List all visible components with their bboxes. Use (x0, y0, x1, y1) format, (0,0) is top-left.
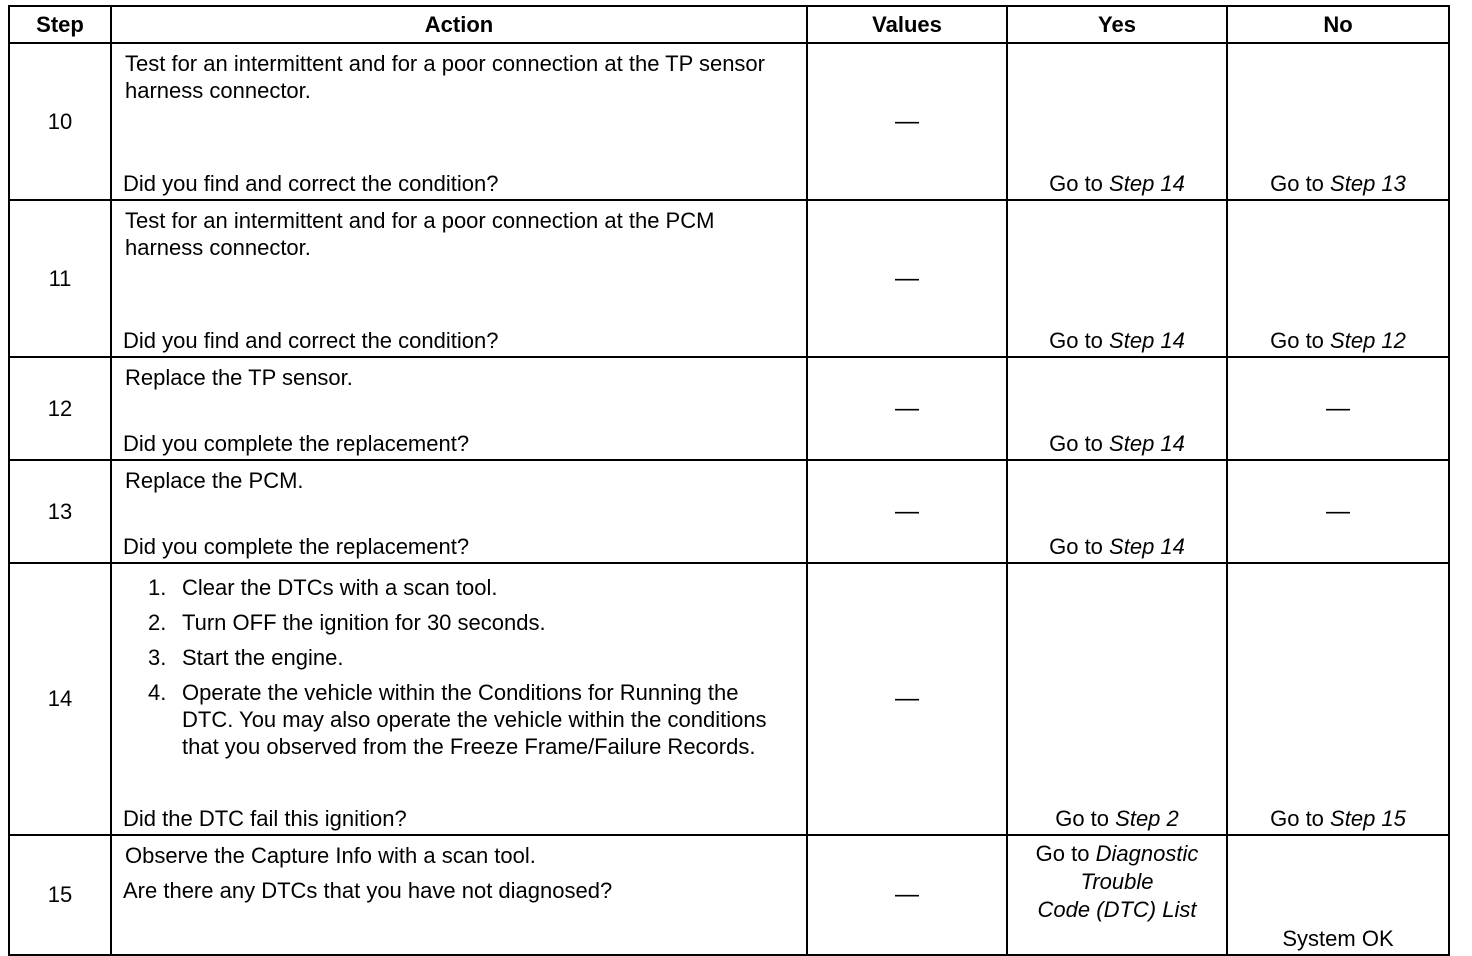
yes-cell (1007, 43, 1227, 200)
yes-cell (1007, 200, 1227, 357)
system-ok-text: System OK (1282, 926, 1394, 951)
goto-step-ref: Step 14 (1109, 431, 1185, 456)
action-question: Did you find and correct the condition? (123, 171, 499, 196)
table-row (9, 563, 1449, 835)
table-row (9, 460, 1449, 563)
no-cell (1227, 835, 1449, 955)
list-text: Clear the DTCs with a scan tool. (182, 575, 498, 600)
yes-cell (1007, 460, 1227, 563)
action-text: Test for an intermittent and for a poor connection at the TP sensor harness connector. (125, 51, 765, 103)
goto-prefix: Go to (1049, 534, 1103, 559)
yes-goto (1008, 533, 1226, 560)
step-number: 15 (9, 835, 111, 955)
header-yes: Yes (1007, 6, 1227, 43)
header-row (9, 6, 1449, 43)
goto-step-ref: Step 12 (1330, 328, 1406, 353)
goto-prefix: Go to (1270, 328, 1324, 353)
yes-cell (1007, 563, 1227, 835)
no-cell (1227, 43, 1449, 200)
goto-prefix: Go to (1049, 328, 1103, 353)
goto-step-ref: Step 15 (1330, 806, 1406, 831)
list-number: 3. (148, 645, 167, 670)
goto-step-ref: Step 14 (1109, 328, 1185, 353)
no-cell (1227, 460, 1449, 563)
step-number: 14 (9, 563, 111, 835)
goto-step-ref: Step 14 (1109, 534, 1185, 559)
header-step: Step (9, 6, 111, 43)
step-number: 10 (9, 43, 111, 200)
list-number: 2. (148, 610, 167, 635)
list-item (148, 679, 792, 760)
no-dash: — (1326, 394, 1350, 422)
no-cell (1227, 563, 1449, 835)
list-text: Turn OFF the ignition for 30 seconds. (182, 610, 546, 635)
goto-prefix: Go to (1055, 806, 1110, 831)
no-cell (1227, 200, 1449, 357)
yes-cell (1007, 835, 1227, 955)
goto-ref-line: Trouble (1080, 869, 1154, 894)
table-row (9, 835, 1449, 955)
action-question: Did you find and correct the condition? (123, 328, 499, 353)
action-cell (111, 43, 807, 200)
action-question: Are there any DTCs that you have not diagnosed? (123, 878, 613, 903)
goto-ref-line: Diagnostic (1095, 841, 1199, 866)
action-question: Did you complete the replacement? (123, 431, 470, 456)
action-cell (111, 460, 807, 563)
yes-goto (1008, 327, 1226, 354)
action-question: Did you complete the replacement? (123, 534, 470, 559)
table-row (9, 43, 1449, 200)
values-cell: — (807, 200, 1007, 357)
action-text: Replace the TP sensor. (125, 365, 353, 390)
action-cell (111, 563, 807, 835)
yes-cell (1007, 357, 1227, 460)
diagnostic-table (8, 5, 1450, 956)
values-cell: — (807, 43, 1007, 200)
action-text: Observe the Capture Info with a scan tool. (125, 843, 536, 868)
action-cell (111, 357, 807, 460)
no-goto (1228, 170, 1448, 197)
yes-goto (1008, 840, 1226, 924)
action-text: Test for an intermittent and for a poor connection at the PCM harness connector. (125, 208, 715, 260)
no-cell (1227, 357, 1449, 460)
goto-prefix: Go to (1270, 171, 1324, 196)
yes-goto (1008, 170, 1226, 197)
goto-step-ref: Step 14 (1109, 171, 1185, 196)
header-action: Action (111, 6, 807, 43)
list-item (148, 644, 792, 671)
yes-goto (1008, 430, 1226, 457)
values-cell: — (807, 835, 1007, 955)
goto-prefix: Go to (1049, 431, 1103, 456)
table-row (9, 200, 1449, 357)
list-text: Operate the vehicle within the Conditions for Running the DTC. You may also operate the vehicle within the conditions that you observed from the Freeze Frame/Failure Records. (182, 680, 767, 759)
list-item (148, 609, 792, 636)
values-cell: — (807, 563, 1007, 835)
no-dash: — (1326, 497, 1350, 525)
action-cell (111, 200, 807, 357)
goto-prefix: Go to (1035, 841, 1090, 866)
values-cell: — (807, 357, 1007, 460)
no-goto (1228, 805, 1448, 832)
goto-prefix: Go to (1270, 806, 1324, 831)
list-number: 1. (148, 575, 167, 600)
goto-prefix: Go to (1049, 171, 1103, 196)
goto-step-ref: Step 2 (1115, 806, 1179, 831)
action-text: Replace the PCM. (125, 468, 304, 493)
step-number: 11 (9, 200, 111, 357)
header-no: No (1227, 6, 1449, 43)
yes-goto (1008, 805, 1226, 832)
table-row (9, 357, 1449, 460)
values-cell: — (807, 460, 1007, 563)
no-goto (1228, 327, 1448, 354)
goto-ref-line: Code (DTC) List (1037, 897, 1197, 922)
procedure-list (148, 574, 792, 768)
list-number: 4. (148, 680, 167, 705)
action-cell (111, 835, 807, 955)
action-question: Did the DTC fail this ignition? (123, 806, 407, 831)
header-values: Values (807, 6, 1007, 43)
step-number: 13 (9, 460, 111, 563)
list-text: Start the engine. (182, 645, 344, 670)
list-item (148, 574, 792, 601)
step-number: 12 (9, 357, 111, 460)
goto-step-ref: Step 13 (1330, 171, 1406, 196)
